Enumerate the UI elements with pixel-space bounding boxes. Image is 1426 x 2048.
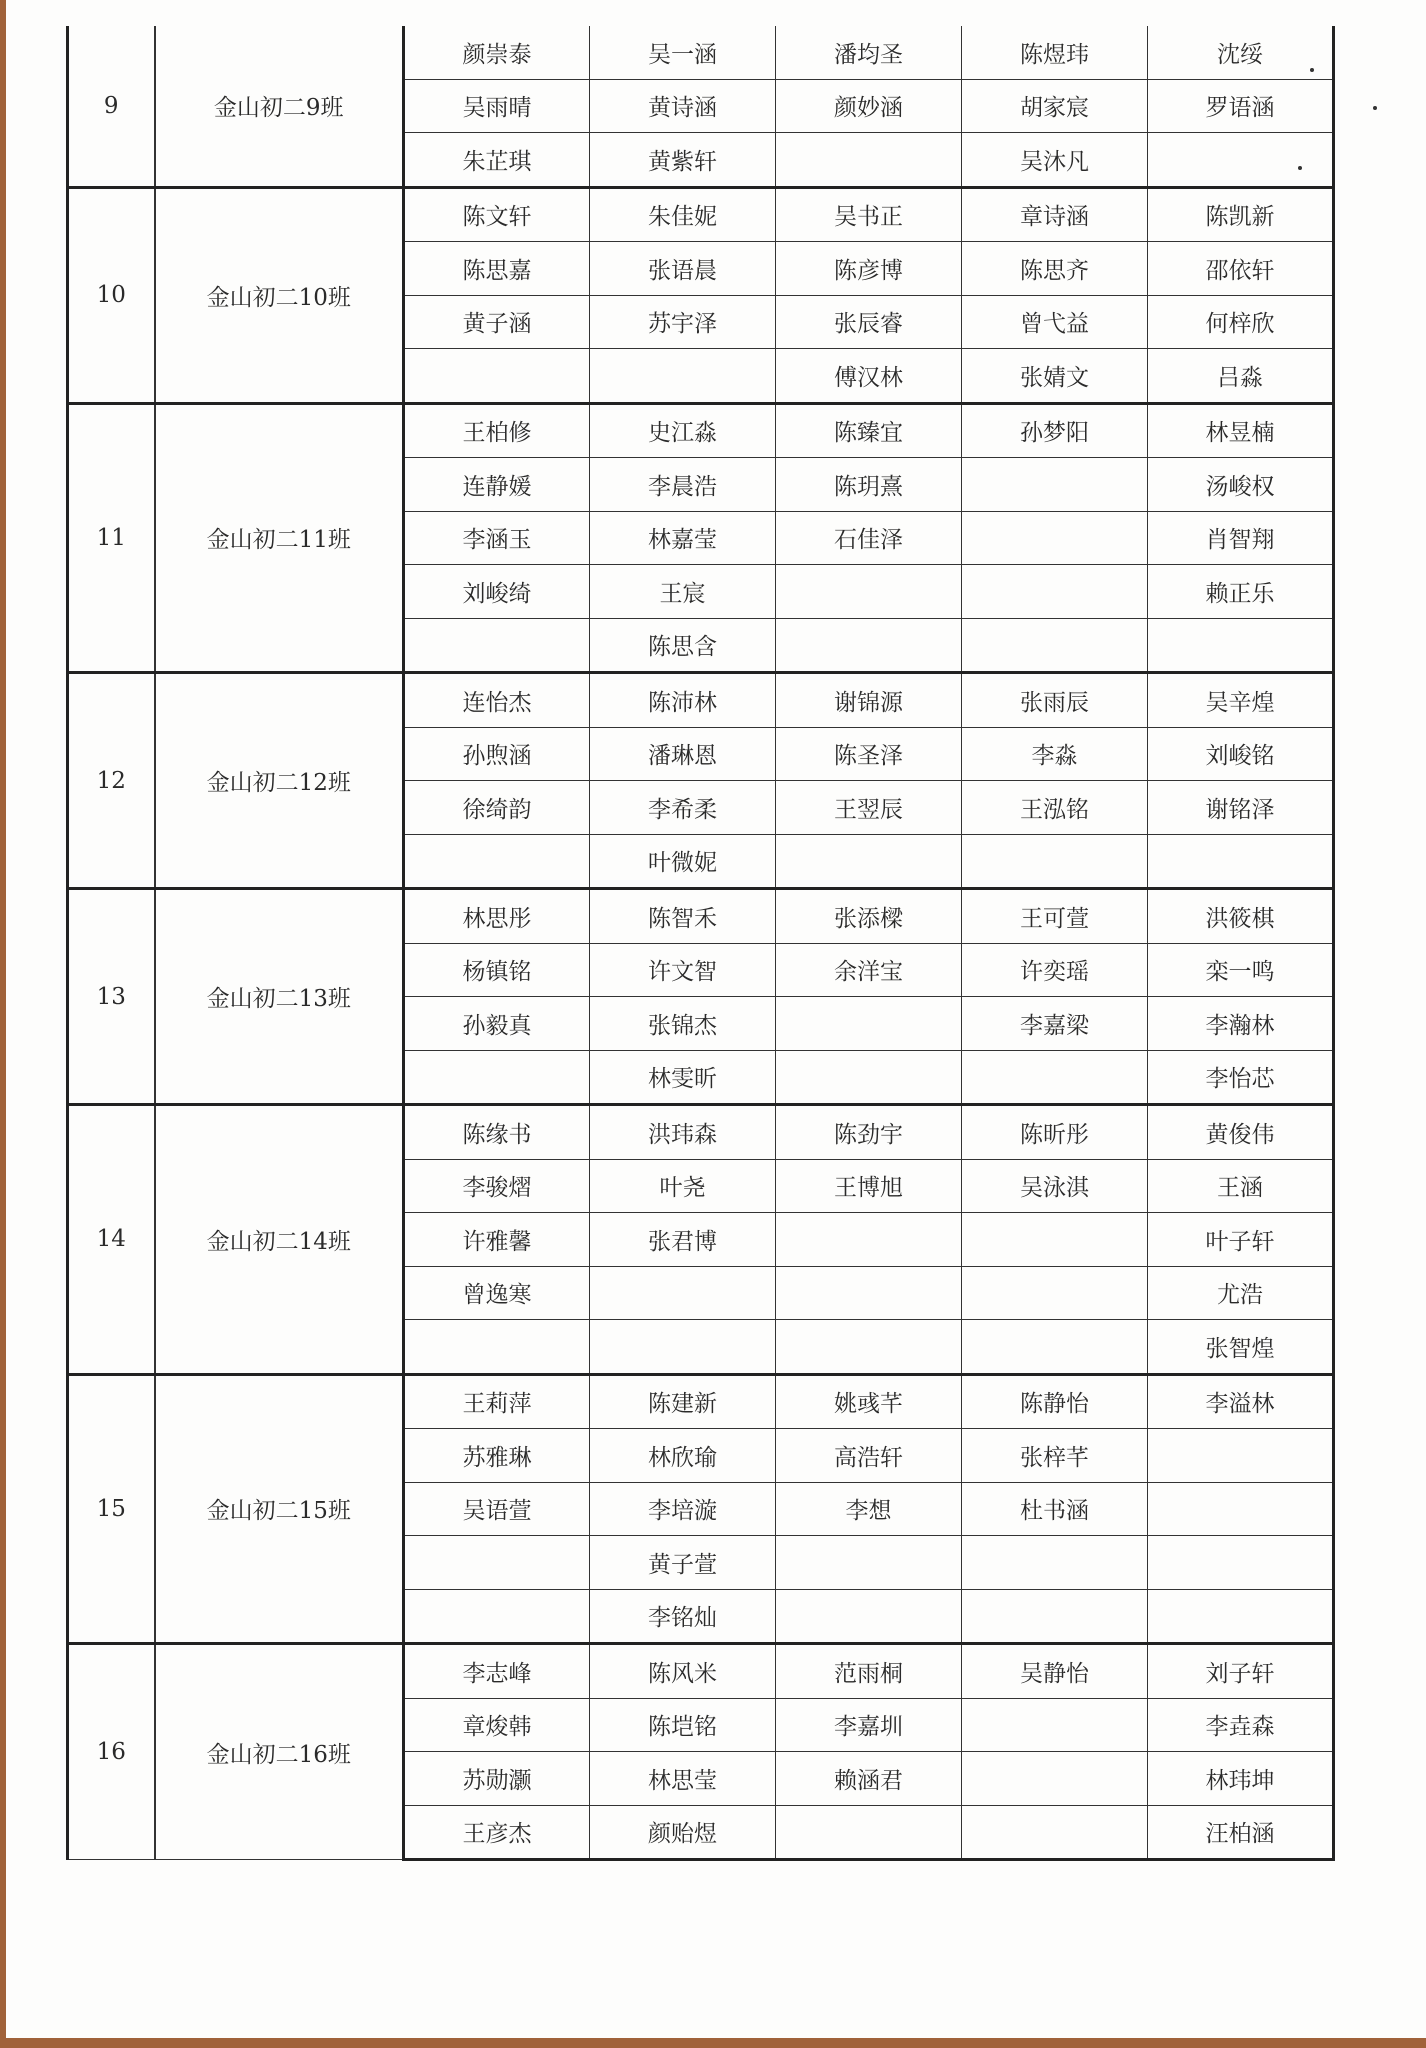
- student-name-cell: 林雯昕: [590, 1050, 776, 1105]
- student-name-cell: 朱芷琪: [404, 133, 590, 188]
- student-name-cell: 谢锦源: [776, 673, 962, 728]
- student-name-cell: 林玮坤: [1148, 1752, 1334, 1806]
- student-name-cell: 林思彤: [404, 889, 590, 944]
- student-name-cell: [962, 1698, 1148, 1752]
- student-name-cell: 胡家宸: [962, 79, 1148, 133]
- student-name-cell: [962, 1213, 1148, 1267]
- student-name-cell: 苏勋灏: [404, 1752, 590, 1806]
- group-number: 9: [68, 26, 155, 187]
- student-name-cell: 陈静怡: [962, 1374, 1148, 1429]
- student-name-cell: 陈建新: [590, 1374, 776, 1429]
- student-name-cell: 王涵: [1148, 1159, 1334, 1213]
- student-name-cell: 李晨浩: [590, 458, 776, 512]
- student-name-cell: 许文智: [590, 943, 776, 997]
- class-name: 金山初二12班: [155, 673, 404, 889]
- student-name-cell: 沈绥: [1148, 26, 1334, 79]
- student-name-cell: 吕淼: [1148, 349, 1334, 404]
- student-name-cell: 林昱楠: [1148, 403, 1334, 458]
- student-name-cell: 王泓铭: [962, 781, 1148, 835]
- student-name-cell: 谢铭泽: [1148, 781, 1334, 835]
- student-name-cell: 李溢林: [1148, 1374, 1334, 1429]
- student-name-cell: 陈沛林: [590, 673, 776, 728]
- student-name-cell: 吴沐凡: [962, 133, 1148, 188]
- student-name-cell: [776, 133, 962, 188]
- student-name-cell: 徐绮韵: [404, 781, 590, 835]
- student-name-cell: 张婧文: [962, 349, 1148, 404]
- table-row: [68, 1105, 1334, 1160]
- class-name: 金山初二16班: [155, 1644, 404, 1860]
- student-name-cell: 章焌韩: [404, 1698, 590, 1752]
- group-number: 14: [68, 1105, 155, 1375]
- student-name-cell: [1148, 1482, 1334, 1536]
- student-name-cell: 王彦杰: [404, 1805, 590, 1860]
- student-name-cell: [1148, 1429, 1334, 1483]
- student-name-cell: [776, 565, 962, 619]
- student-name-cell: 林思莹: [590, 1752, 776, 1806]
- student-name-cell: 孙煦涵: [404, 727, 590, 781]
- class-name: 金山初二9班: [155, 26, 404, 187]
- student-name-cell: 杨镇铭: [404, 943, 590, 997]
- student-name-cell: [962, 618, 1148, 673]
- student-name-cell: [962, 1536, 1148, 1590]
- student-name-cell: [1148, 1589, 1334, 1644]
- student-name-cell: 潘琳恩: [590, 727, 776, 781]
- student-name-cell: [1148, 1536, 1334, 1590]
- student-name-cell: 范雨桐: [776, 1644, 962, 1699]
- student-name-cell: [962, 1589, 1148, 1644]
- student-name-cell: [404, 349, 590, 404]
- student-name-cell: 颜贻煜: [590, 1805, 776, 1860]
- class-name: 金山初二13班: [155, 889, 404, 1105]
- student-name-cell: 李怡芯: [1148, 1050, 1334, 1105]
- student-name-cell: 张添樑: [776, 889, 962, 944]
- student-name-cell: 朱佳妮: [590, 187, 776, 242]
- student-name-cell: 叶子轩: [1148, 1213, 1334, 1267]
- student-name-cell: 颜妙涵: [776, 79, 962, 133]
- student-name-cell: [776, 997, 962, 1051]
- student-name-cell: [404, 1536, 590, 1590]
- table-row: [68, 26, 1334, 79]
- student-name-cell: [1148, 133, 1334, 188]
- student-name-cell: 吴辛煌: [1148, 673, 1334, 728]
- student-name-cell: 尤浩: [1148, 1266, 1334, 1320]
- student-name-cell: [776, 1213, 962, 1267]
- student-name-cell: 刘峻铭: [1148, 727, 1334, 781]
- student-name-cell: 杜书涵: [962, 1482, 1148, 1536]
- student-name-cell: 王莉萍: [404, 1374, 590, 1429]
- student-name-cell: 邵依轩: [1148, 242, 1334, 296]
- student-name-cell: [962, 1805, 1148, 1860]
- student-name-cell: 林欣瑜: [590, 1429, 776, 1483]
- student-name-cell: 栾一鸣: [1148, 943, 1334, 997]
- student-name-cell: 李嘉梁: [962, 997, 1148, 1051]
- group-number: 13: [68, 889, 155, 1105]
- student-name-cell: 史江淼: [590, 403, 776, 458]
- student-name-cell: 陈劲宇: [776, 1105, 962, 1160]
- student-name-cell: 刘子轩: [1148, 1644, 1334, 1699]
- student-name-cell: 吴语萱: [404, 1482, 590, 1536]
- class-name: 金山初二15班: [155, 1374, 404, 1644]
- student-name-cell: 赖涵君: [776, 1752, 962, 1806]
- student-name-cell: [404, 1589, 590, 1644]
- student-name-cell: [1148, 618, 1334, 673]
- table-row: [68, 403, 1334, 458]
- student-name-cell: 潘均圣: [776, 26, 962, 79]
- page-edge-bottom: [0, 2038, 1426, 2048]
- student-name-cell: 张辰睿: [776, 295, 962, 349]
- scan-speck: [1298, 166, 1302, 170]
- student-name-cell: 苏雅琳: [404, 1429, 590, 1483]
- group-number: 15: [68, 1374, 155, 1644]
- student-name-cell: [776, 618, 962, 673]
- student-name-cell: 李嘉圳: [776, 1698, 962, 1752]
- student-name-cell: 陈思含: [590, 618, 776, 673]
- student-name-cell: 傅汉林: [776, 349, 962, 404]
- student-name-cell: 陈风米: [590, 1644, 776, 1699]
- student-name-cell: 苏宇泽: [590, 295, 776, 349]
- student-name-cell: [776, 1320, 962, 1375]
- student-name-cell: [404, 1050, 590, 1105]
- student-name-cell: [776, 1536, 962, 1590]
- student-name-cell: 张智煌: [1148, 1320, 1334, 1375]
- student-name-cell: 孙梦阳: [962, 403, 1148, 458]
- student-name-cell: 颜崇泰: [404, 26, 590, 79]
- student-name-cell: 黄子萱: [590, 1536, 776, 1590]
- student-name-cell: 陈缘书: [404, 1105, 590, 1160]
- student-name-cell: [962, 1752, 1148, 1806]
- student-name-cell: 曾弋益: [962, 295, 1148, 349]
- student-name-cell: 吴书正: [776, 187, 962, 242]
- student-name-cell: 陈圣泽: [776, 727, 962, 781]
- student-name-cell: 陈昕彤: [962, 1105, 1148, 1160]
- student-name-cell: [404, 618, 590, 673]
- table-row: [68, 1374, 1334, 1429]
- student-name-cell: [776, 1589, 962, 1644]
- student-name-cell: [776, 1805, 962, 1860]
- group-number: 16: [68, 1644, 155, 1860]
- table-row: [68, 187, 1334, 242]
- student-name-cell: 叶微妮: [590, 834, 776, 889]
- student-name-cell: 刘峻绮: [404, 565, 590, 619]
- student-name-cell: 洪玮森: [590, 1105, 776, 1160]
- student-name-cell: 李培漩: [590, 1482, 776, 1536]
- student-name-cell: 张雨辰: [962, 673, 1148, 728]
- student-name-cell: 李志峰: [404, 1644, 590, 1699]
- table-row: [68, 889, 1334, 944]
- student-name-cell: 陈臻宜: [776, 403, 962, 458]
- student-name-cell: 张梓芊: [962, 1429, 1148, 1483]
- student-name-cell: [962, 834, 1148, 889]
- student-name-cell: 陈凯新: [1148, 187, 1334, 242]
- group-number: 12: [68, 673, 155, 889]
- table-row: [68, 673, 1334, 728]
- student-name-cell: 罗语涵: [1148, 79, 1334, 133]
- student-name-cell: 张锦杰: [590, 997, 776, 1051]
- student-name-cell: 陈垲铭: [590, 1698, 776, 1752]
- student-name-cell: 李希柔: [590, 781, 776, 835]
- student-name-cell: 何梓欣: [1148, 295, 1334, 349]
- student-name-cell: 李涵玉: [404, 511, 590, 565]
- student-name-cell: 李想: [776, 1482, 962, 1536]
- student-name-cell: 赖正乐: [1148, 565, 1334, 619]
- student-name-cell: 李骏熠: [404, 1159, 590, 1213]
- student-name-cell: 余洋宝: [776, 943, 962, 997]
- student-name-cell: 叶尧: [590, 1159, 776, 1213]
- roster-body: [68, 26, 1334, 1860]
- page-edge-left: [0, 0, 6, 2048]
- student-name-cell: 李淼: [962, 727, 1148, 781]
- student-name-cell: [776, 1050, 962, 1105]
- student-name-cell: 孙毅真: [404, 997, 590, 1051]
- student-name-cell: 洪筱棋: [1148, 889, 1334, 944]
- student-name-cell: 林嘉莹: [590, 511, 776, 565]
- student-name-cell: [776, 1266, 962, 1320]
- student-name-cell: 王柏修: [404, 403, 590, 458]
- student-name-cell: 陈思齐: [962, 242, 1148, 296]
- student-name-cell: 姚彧芊: [776, 1374, 962, 1429]
- student-name-cell: 曾逸寒: [404, 1266, 590, 1320]
- student-name-cell: 王可萱: [962, 889, 1148, 944]
- student-name-cell: 连怡杰: [404, 673, 590, 728]
- student-name-cell: 李铭灿: [590, 1589, 776, 1644]
- student-name-cell: 陈思嘉: [404, 242, 590, 296]
- group-number: 11: [68, 403, 155, 673]
- student-name-cell: [404, 1320, 590, 1375]
- student-name-cell: [404, 834, 590, 889]
- scan-speck: [1373, 106, 1377, 110]
- student-name-cell: 李瀚林: [1148, 997, 1334, 1051]
- student-name-cell: 吴一涵: [590, 26, 776, 79]
- student-name-cell: 连静媛: [404, 458, 590, 512]
- student-name-cell: 黄诗涵: [590, 79, 776, 133]
- student-name-cell: [962, 511, 1148, 565]
- student-name-cell: 吴静怡: [962, 1644, 1148, 1699]
- student-name-cell: 张君博: [590, 1213, 776, 1267]
- student-name-cell: 肖智翔: [1148, 511, 1334, 565]
- student-name-cell: [776, 834, 962, 889]
- student-name-cell: 汤峻权: [1148, 458, 1334, 512]
- student-name-cell: 王宸: [590, 565, 776, 619]
- class-roster-table: [66, 26, 1335, 1861]
- student-name-cell: [590, 1266, 776, 1320]
- student-name-cell: 吴泳淇: [962, 1159, 1148, 1213]
- student-name-cell: 高浩轩: [776, 1429, 962, 1483]
- student-name-cell: [590, 349, 776, 404]
- student-name-cell: [962, 1266, 1148, 1320]
- student-name-cell: [962, 565, 1148, 619]
- student-name-cell: 王翌辰: [776, 781, 962, 835]
- student-name-cell: 黄俊伟: [1148, 1105, 1334, 1160]
- class-name: 金山初二14班: [155, 1105, 404, 1375]
- student-name-cell: 陈智禾: [590, 889, 776, 944]
- student-name-cell: 石佳泽: [776, 511, 962, 565]
- student-name-cell: 黄子涵: [404, 295, 590, 349]
- student-name-cell: 王博旭: [776, 1159, 962, 1213]
- student-name-cell: 黄紫轩: [590, 133, 776, 188]
- scan-speck: [1310, 68, 1314, 72]
- student-name-cell: [962, 1050, 1148, 1105]
- student-name-cell: 章诗涵: [962, 187, 1148, 242]
- student-name-cell: 汪柏涵: [1148, 1805, 1334, 1860]
- student-name-cell: [1148, 834, 1334, 889]
- student-name-cell: 许雅馨: [404, 1213, 590, 1267]
- student-name-cell: 吴雨晴: [404, 79, 590, 133]
- class-name: 金山初二10班: [155, 187, 404, 403]
- student-name-cell: 陈玥熹: [776, 458, 962, 512]
- student-name-cell: 陈彦博: [776, 242, 962, 296]
- student-name-cell: 陈文轩: [404, 187, 590, 242]
- student-name-cell: 张语晨: [590, 242, 776, 296]
- student-name-cell: [962, 458, 1148, 512]
- student-name-cell: 陈煜玮: [962, 26, 1148, 79]
- student-name-cell: [590, 1320, 776, 1375]
- student-name-cell: [962, 1320, 1148, 1375]
- class-name: 金山初二11班: [155, 403, 404, 673]
- table-row: [68, 1644, 1334, 1699]
- group-number: 10: [68, 187, 155, 403]
- student-name-cell: 许奕瑶: [962, 943, 1148, 997]
- student-name-cell: 李垚森: [1148, 1698, 1334, 1752]
